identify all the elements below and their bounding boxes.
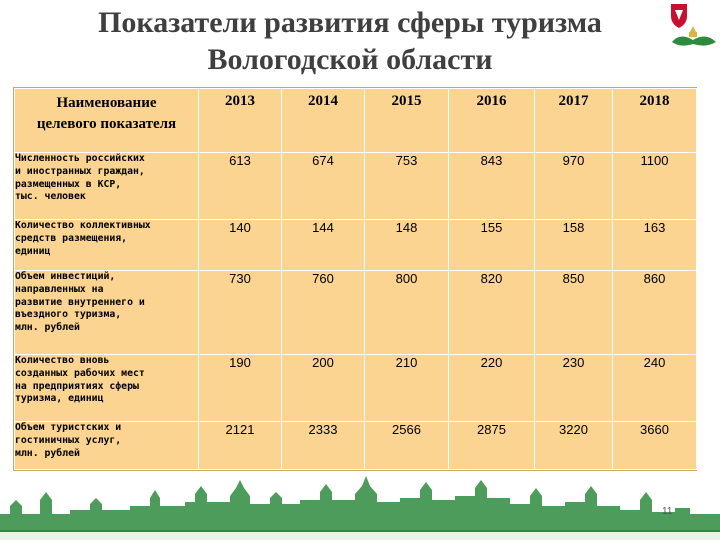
- cell-value: 190: [199, 355, 282, 422]
- row-indicator-name: Объем инвестиций, направленных на развитие внутреннего и въездного туризма, млн. рублей: [15, 271, 199, 355]
- cell-value: 674: [282, 153, 365, 220]
- header-year: 2018: [613, 89, 697, 153]
- cell-value: 200: [282, 355, 365, 422]
- cell-value: 220: [449, 355, 535, 422]
- slide-title-line1: Показатели развития сферы туризма: [98, 6, 602, 39]
- cell-value: 820: [449, 271, 535, 355]
- table-row: [15, 422, 697, 470]
- coat-of-arms-icon: [668, 2, 718, 52]
- cell-value: 163: [613, 220, 697, 271]
- header-year: 2015: [365, 89, 449, 153]
- table-row: [15, 153, 697, 220]
- row-indicator-name: Численность российских и иностранных граждан, размещенных в КСР, тыс. человек: [15, 153, 199, 220]
- cell-value: 144: [282, 220, 365, 271]
- cell-value: 155: [449, 220, 535, 271]
- indicators-table-container: [13, 87, 697, 471]
- cell-value: 753: [365, 153, 449, 220]
- cell-value: 1100: [613, 153, 697, 220]
- cell-value: 760: [282, 271, 365, 355]
- cell-value: 148: [365, 220, 449, 271]
- cell-value: 3220: [535, 422, 613, 470]
- header-year: 2014: [282, 89, 365, 153]
- cell-value: 850: [535, 271, 613, 355]
- table-row: [15, 271, 697, 355]
- cell-value: 613: [199, 153, 282, 220]
- cell-value: 230: [535, 355, 613, 422]
- header-year: 2016: [449, 89, 535, 153]
- cell-value: 860: [613, 271, 697, 355]
- cell-value: 2875: [449, 422, 535, 470]
- indicators-table: [14, 88, 697, 470]
- cell-value: 2121: [199, 422, 282, 470]
- cell-value: 158: [535, 220, 613, 271]
- monastery-skyline-icon: [0, 470, 720, 540]
- table-row: [15, 355, 697, 422]
- cell-value: 2333: [282, 422, 365, 470]
- table-header-row: [15, 89, 697, 153]
- cell-value: 3660: [613, 422, 697, 470]
- cell-value: 843: [449, 153, 535, 220]
- header-indicator-name: Наименование целевого показателя: [15, 89, 199, 153]
- slide-title-line2: Вологодской области: [207, 43, 493, 76]
- header-year: 2013: [199, 89, 282, 153]
- table-row: [15, 220, 697, 271]
- cell-value: 210: [365, 355, 449, 422]
- cell-value: 730: [199, 271, 282, 355]
- page-number: 11: [662, 506, 673, 517]
- cell-value: 2566: [365, 422, 449, 470]
- cell-value: 800: [365, 271, 449, 355]
- cell-value: 140: [199, 220, 282, 271]
- cell-value: 970: [535, 153, 613, 220]
- header-year: 2017: [535, 89, 613, 153]
- row-indicator-name: Количество коллективных средств размещения, единиц: [15, 220, 199, 271]
- row-indicator-name: Объем туристских и гостиничных услуг, млн. рублей: [15, 422, 199, 470]
- cell-value: 240: [613, 355, 697, 422]
- row-indicator-name: Количество вновь созданных рабочих мест на предприятиях сферы туризма, единиц: [15, 355, 199, 422]
- slide-title: [40, 4, 660, 78]
